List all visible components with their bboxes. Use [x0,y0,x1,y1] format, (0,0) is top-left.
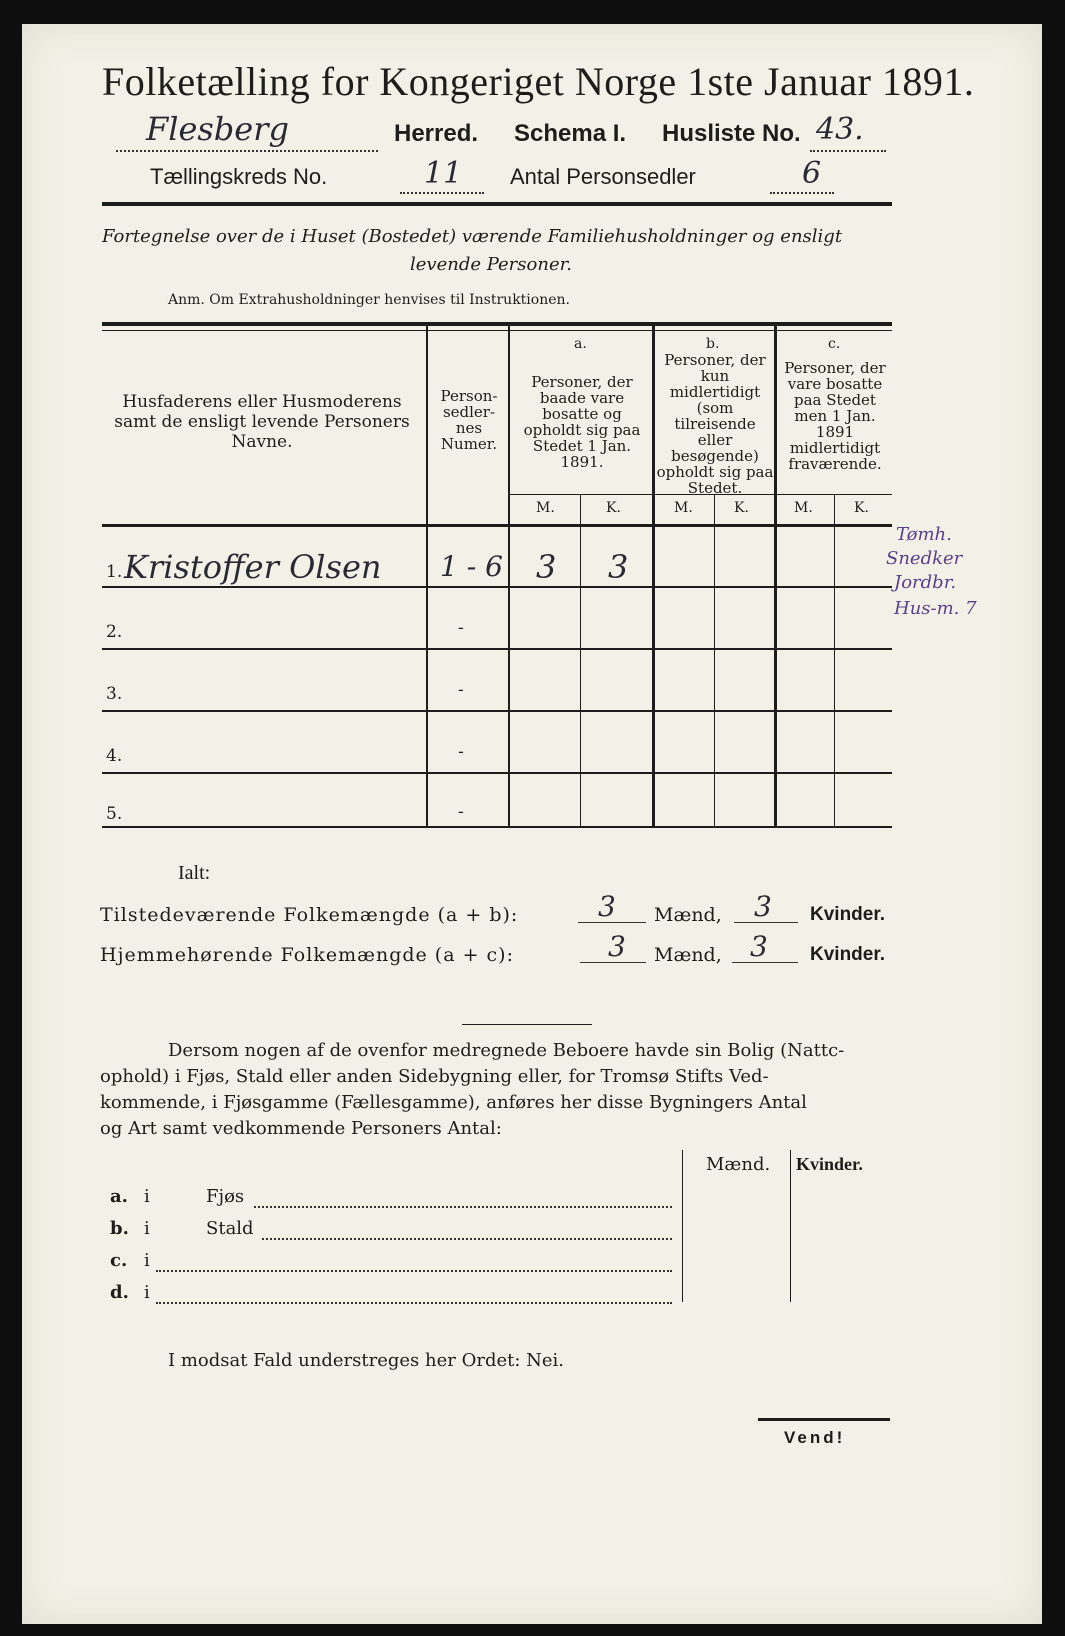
ialt-label: Ialt: [178,862,211,884]
tilstede-maend: Mænd, [654,904,722,926]
building-d-field[interactable] [156,1290,672,1304]
hjemme-m-value: 3 [608,930,626,963]
hjemme-kvinder: Kvinder. [810,944,885,965]
taellingskreds-value: 11 [424,156,463,191]
b-m-head: M. [674,500,693,516]
building-a-letter: a. [110,1186,128,1207]
row-5-number: 5. [106,804,123,824]
row-2-rule [102,648,892,650]
building-c-i: i [144,1250,150,1271]
col-a-letter: a. [574,336,587,352]
form-title: Folketælling for Kongeriget Norge 1ste Januar 1891. [102,59,975,104]
herred-label: Herred. [394,120,479,147]
building-c-letter: c. [110,1250,128,1271]
row-4-numer[interactable]: - [458,742,464,762]
building-c-field[interactable] [156,1258,672,1272]
footer-para-line4: og Art samt vedkommende Personers Antal: [100,1118,502,1139]
sub-divider-b [714,494,715,828]
building-d-letter: d. [110,1282,129,1303]
row-1-numer[interactable]: 1 - 6 [440,550,503,583]
col-c-letter: c. [828,336,841,352]
col-numer-header: Person-sedler-nes Numer. [440,387,498,453]
building-col-divider-1 [682,1150,683,1302]
col-divider-4 [774,326,777,828]
row-5-numer[interactable]: - [458,802,464,822]
row-1-a-k[interactable]: 3 [608,548,629,586]
row-2-numer[interactable]: - [458,618,464,638]
tilstede-label: Tilstedeværende Folkemængde (a + b): [100,904,519,926]
sub-divider-a [580,494,581,828]
col-divider-1 [426,326,428,828]
schema-label: Schema I. [514,120,627,147]
census-form-page [22,24,1042,1624]
row-2-number: 2. [106,622,123,642]
margin-note-2: Snedker [886,548,963,569]
building-b-field[interactable] [262,1226,672,1240]
row-1-rule [102,586,892,588]
modsat-note: I modsat Fald understreges her Ordet: Nei. [168,1350,565,1371]
tilstede-kvinder: Kvinder. [810,904,885,925]
table-bottom-rule [102,826,892,828]
intro-line1: Fortegnelse over de i Huset (Bostedet) værende Familiehusholdninger og ensligt [102,226,843,247]
row-3-rule [102,710,892,712]
row-1-a-m[interactable]: 3 [536,548,557,586]
row-3-numer[interactable]: - [458,680,464,700]
col-b-letter: b. [706,336,720,352]
col-divider-3 [652,326,655,828]
col-name-header: Husfaderens eller Husmoderens samt de ensligt levende Personers Navne. [114,392,410,452]
building-b-i: i [144,1218,150,1239]
row-4-rule [102,772,892,774]
vend-rule [758,1418,890,1421]
husliste-label: Husliste No. [662,120,801,147]
col-divider-2 [508,326,510,828]
herred-value: Flesberg [146,110,289,148]
building-d-i: i [144,1282,150,1303]
b-k-head: K. [734,500,749,516]
tilstede-m-value: 3 [598,890,616,923]
row-1-number: 1. [106,562,123,582]
vend-label: Vend! [784,1428,846,1447]
margin-note-4: Hus-m. 7 [894,598,977,619]
antal-value: 6 [802,156,822,191]
col-c-header: Personer, der vare bosatte paa Stedet men 1 Jan. 1891 midlertidigt fraværende. [784,359,886,473]
footer-para-line1: Dersom nogen af de ovenfor medregnede Beboere havde sin Bolig (Nattc- [168,1040,845,1061]
building-b-label: Stald [206,1218,254,1239]
col-a-header: Personer, der baade vare bosatte og opholdt sig paa Stedet 1 Jan. 1891. [523,373,641,471]
building-b-letter: b. [110,1218,129,1239]
margin-note-1: Tømh. [896,524,952,545]
c-k-head: K. [854,500,869,516]
hjemme-label: Hjemmehørende Folkemængde (a + c): [100,944,514,966]
building-a-field[interactable] [254,1194,672,1208]
building-maend-head: Mænd. [706,1154,771,1175]
building-col-divider-2 [790,1150,791,1302]
hjemme-maend: Mænd, [654,944,722,966]
margin-note-3: Jordbr. [894,572,957,593]
hjemme-k-value: 3 [750,930,768,963]
a-k-head: K. [606,500,621,516]
row-3-number: 3. [106,684,123,704]
col-b-header: Personer, der kun midlertidigt (som tilreisende eller besøgende) opholdt sig paa Stedet. [656,351,774,497]
c-m-head: M. [794,500,813,516]
building-a-label: Fjøs [206,1186,245,1207]
row-1-name[interactable]: Kristoffer Olsen [124,548,382,586]
footer-para-line3: kommende, i Fjøsgamme (Fællesgamme), anføres her disse Bygningers Antal [100,1092,807,1113]
building-kvinder-head: Kvinder. [796,1154,863,1174]
footer-para-line2: ophold) i Fjøs, Stald eller anden Sidebygning eller, for Tromsø Stifts Ved- [100,1066,769,1087]
header-rule [102,202,892,206]
a-m-head: M. [536,500,555,516]
tilstede-k-value: 3 [754,890,772,923]
intro-line2: levende Personer. [410,254,572,275]
anm-note: Anm. Om Extrahusholdninger henvises til Instruktionen. [168,292,570,308]
row-4-number: 4. [106,746,123,766]
totals-divider [462,1024,592,1025]
antal-label: Antal Personsedler [510,164,696,189]
taellingskreds-label: Tællingskreds No. [150,164,328,189]
sub-divider-c [834,494,835,828]
building-a-i: i [144,1186,150,1207]
husliste-value: 43. [816,112,864,147]
